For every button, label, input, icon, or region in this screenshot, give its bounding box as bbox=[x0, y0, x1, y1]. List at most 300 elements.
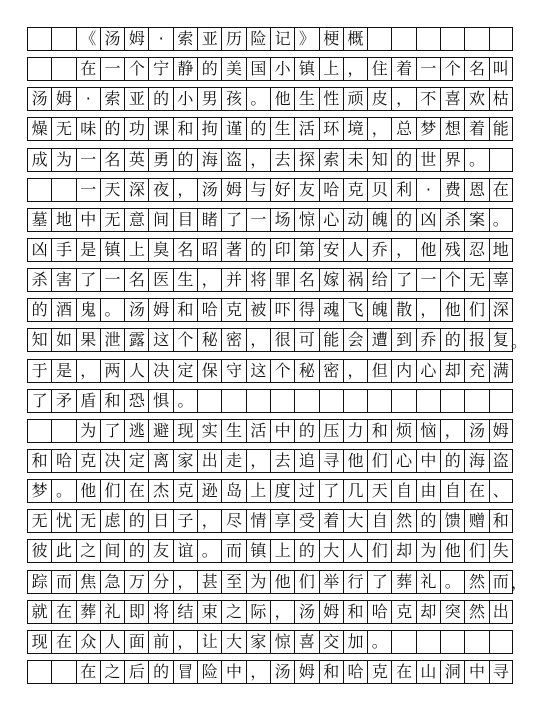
grid-cell: 两 bbox=[100, 359, 124, 383]
grid-cell: 葬 bbox=[391, 570, 415, 594]
grid-cell: 此 bbox=[51, 539, 75, 563]
grid-cell: 克 bbox=[367, 660, 391, 684]
grid-cell: 个 bbox=[124, 57, 148, 81]
grid-cell: 残 bbox=[440, 238, 464, 262]
grid-cell: 自 bbox=[391, 479, 415, 503]
grid-cell bbox=[27, 57, 51, 81]
grid-cell: 。 bbox=[246, 87, 270, 111]
grid-cell: 地 bbox=[489, 238, 513, 262]
grid-cell: 山 bbox=[416, 660, 440, 684]
grid-cell: 了 bbox=[367, 570, 391, 594]
grid-cell: 了 bbox=[76, 268, 100, 292]
grid-cell: 很 bbox=[270, 328, 294, 352]
grid-cell: 寻 bbox=[319, 449, 343, 473]
grid-cell: 小 bbox=[173, 87, 197, 111]
grid-cell: 的 bbox=[148, 87, 172, 111]
grid-cell: 焦 bbox=[76, 570, 100, 594]
grid-cell: 给 bbox=[367, 268, 391, 292]
grid-cell: ， bbox=[76, 359, 100, 383]
grid-cell: 泄 bbox=[100, 328, 124, 352]
grid-cell: 一 bbox=[246, 208, 270, 232]
grid-cell: 和 bbox=[100, 389, 124, 413]
grid-cell: 总 bbox=[391, 117, 415, 141]
grid-cell bbox=[464, 389, 488, 413]
grid-cell: 保 bbox=[197, 359, 221, 383]
grid-cell: 盗 bbox=[489, 449, 513, 473]
grid-cell bbox=[416, 389, 440, 413]
grid-cell: 小 bbox=[270, 57, 294, 81]
grid-cell: 受 bbox=[294, 509, 318, 533]
grid-cell: 个 bbox=[440, 57, 464, 81]
grid-cell bbox=[270, 389, 294, 413]
grid-row bbox=[27, 178, 513, 202]
grid-cell: 魂 bbox=[319, 298, 343, 322]
grid-cell bbox=[367, 389, 391, 413]
grid-cell: 寻 bbox=[489, 660, 513, 684]
grid-cell: ， bbox=[367, 117, 391, 141]
grid-cell: 将 bbox=[148, 600, 172, 624]
grid-cell: 出 bbox=[489, 600, 513, 624]
grid-cell: 出 bbox=[197, 449, 221, 473]
grid-cell: 汤 bbox=[100, 27, 124, 51]
grid-cell: 和 bbox=[343, 600, 367, 624]
grid-cell: · bbox=[76, 87, 100, 111]
grid-cell: 追 bbox=[294, 449, 318, 473]
manuscript-grid bbox=[27, 27, 513, 690]
grid-cell: 杰 bbox=[148, 479, 172, 503]
grid-cell: 国 bbox=[246, 57, 270, 81]
grid-cell: 案 bbox=[464, 208, 488, 232]
grid-cell: 着 bbox=[391, 57, 415, 81]
grid-cell: 的 bbox=[197, 57, 221, 81]
grid-cell: 汤 bbox=[197, 178, 221, 202]
grid-cell: 恼 bbox=[416, 419, 440, 443]
grid-cell: 界 bbox=[440, 148, 464, 172]
grid-cell: 这 bbox=[148, 328, 172, 352]
grid-cell: 。 bbox=[489, 208, 513, 232]
grid-cell: 在 bbox=[391, 660, 415, 684]
grid-cell: 姆 bbox=[51, 87, 75, 111]
grid-cell: 享 bbox=[270, 509, 294, 533]
grid-row bbox=[27, 208, 513, 232]
grid-cell: 定 bbox=[124, 449, 148, 473]
grid-cell: 由 bbox=[416, 479, 440, 503]
grid-cell: 的 bbox=[294, 419, 318, 443]
grid-cell: 名 bbox=[294, 268, 318, 292]
grid-cell: 汤 bbox=[464, 419, 488, 443]
grid-cell: 梦 bbox=[27, 479, 51, 503]
grid-cell bbox=[51, 419, 75, 443]
grid-cell: 走 bbox=[221, 449, 245, 473]
grid-cell: 名 bbox=[124, 268, 148, 292]
grid-cell: 之 bbox=[100, 660, 124, 684]
grid-cell: 烦 bbox=[391, 419, 415, 443]
grid-cell: 第 bbox=[294, 238, 318, 262]
grid-cell: 他 bbox=[343, 449, 367, 473]
grid-cell: 索 bbox=[173, 27, 197, 51]
grid-cell bbox=[27, 660, 51, 684]
grid-cell: 功 bbox=[124, 117, 148, 141]
grid-cell: 大 bbox=[319, 539, 343, 563]
grid-cell: ， bbox=[246, 449, 270, 473]
grid-cell: 他 bbox=[270, 570, 294, 594]
grid-cell: 无 bbox=[76, 509, 100, 533]
grid-cell: 们 bbox=[464, 298, 488, 322]
grid-cell: 了 bbox=[100, 419, 124, 443]
grid-cell: 姆 bbox=[294, 660, 318, 684]
grid-cell: 辜 bbox=[489, 268, 513, 292]
grid-cell: 的 bbox=[148, 660, 172, 684]
grid-cell: 密 bbox=[221, 328, 245, 352]
grid-cell: 友 bbox=[148, 539, 172, 563]
grid-cell: 嫁 bbox=[319, 268, 343, 292]
grid-cell: 岛 bbox=[221, 479, 245, 503]
grid-cell bbox=[391, 27, 415, 51]
grid-cell: 为 bbox=[76, 419, 100, 443]
grid-cell: 酒 bbox=[51, 298, 75, 322]
grid-cell bbox=[197, 389, 221, 413]
grid-cell: 哈 bbox=[319, 178, 343, 202]
grid-cell: 利 bbox=[391, 178, 415, 202]
grid-cell: ， bbox=[246, 148, 270, 172]
grid-cell: 险 bbox=[197, 660, 221, 684]
grid-cell: 然 bbox=[464, 570, 488, 594]
grid-cell: 海 bbox=[197, 148, 221, 172]
grid-cell bbox=[246, 389, 270, 413]
grid-cell bbox=[440, 630, 464, 654]
grid-cell: 中 bbox=[416, 449, 440, 473]
grid-cell bbox=[294, 389, 318, 413]
grid-cell: 墓 bbox=[27, 208, 51, 232]
grid-cell: 中 bbox=[464, 660, 488, 684]
grid-cell: 定 bbox=[173, 359, 197, 383]
grid-cell: ， bbox=[343, 57, 367, 81]
grid-cell: 在 bbox=[124, 479, 148, 503]
grid-cell bbox=[440, 389, 464, 413]
grid-cell: 就 bbox=[27, 600, 51, 624]
grid-cell bbox=[391, 630, 415, 654]
grid-cell: 美 bbox=[221, 57, 245, 81]
grid-cell: 他 bbox=[76, 479, 100, 503]
grid-cell: 过 bbox=[294, 479, 318, 503]
grid-cell: 中 bbox=[270, 419, 294, 443]
grid-cell: 礼 bbox=[416, 570, 440, 594]
grid-cell: 、 bbox=[489, 479, 513, 503]
grid-cell: 虑 bbox=[100, 509, 124, 533]
grid-cell: 得 bbox=[294, 298, 318, 322]
grid-cell: 静 bbox=[173, 57, 197, 81]
grid-cell: 可 bbox=[294, 328, 318, 352]
grid-row bbox=[27, 539, 513, 563]
grid-cell bbox=[367, 27, 391, 51]
grid-cell: 心 bbox=[319, 208, 343, 232]
grid-cell: 实 bbox=[197, 419, 221, 443]
grid-row bbox=[27, 600, 513, 624]
grid-cell: 是 bbox=[51, 359, 75, 383]
grid-cell: 汤 bbox=[294, 600, 318, 624]
grid-cell: 踪 bbox=[27, 570, 51, 594]
grid-row bbox=[27, 238, 513, 262]
grid-cell: 散 bbox=[391, 298, 415, 322]
grid-row bbox=[27, 298, 513, 322]
grid-cell: 的 bbox=[173, 148, 197, 172]
grid-cell: 勇 bbox=[148, 148, 172, 172]
grid-cell: 们 bbox=[294, 570, 318, 594]
grid-cell: 了 bbox=[391, 268, 415, 292]
grid-cell: 男 bbox=[197, 87, 221, 111]
grid-cell: 他 bbox=[270, 87, 294, 111]
grid-cell: 不 bbox=[416, 87, 440, 111]
grid-cell: 盾 bbox=[76, 389, 100, 413]
grid-cell: 自 bbox=[367, 509, 391, 533]
grid-cell: 冒 bbox=[173, 660, 197, 684]
grid-cell: 是 bbox=[76, 238, 100, 262]
grid-cell: 世 bbox=[416, 148, 440, 172]
grid-cell: 去 bbox=[270, 148, 294, 172]
grid-cell: 他 bbox=[416, 238, 440, 262]
grid-cell: 昭 bbox=[197, 238, 221, 262]
grid-cell: 家 bbox=[246, 630, 270, 654]
grid-cell: 避 bbox=[148, 419, 172, 443]
grid-cell: 然 bbox=[391, 509, 415, 533]
title-row bbox=[27, 27, 513, 51]
grid-cell: 魄 bbox=[367, 208, 391, 232]
grid-cell: 馈 bbox=[440, 509, 464, 533]
grid-cell: 印 bbox=[270, 238, 294, 262]
grid-cell: 现 bbox=[27, 630, 51, 654]
grid-cell: 拘 bbox=[197, 117, 221, 141]
grid-cell: 活 bbox=[246, 419, 270, 443]
grid-cell: 前 bbox=[148, 630, 172, 654]
grid-cell: 万 bbox=[124, 570, 148, 594]
grid-cell: 名 bbox=[464, 57, 488, 81]
grid-cell: 飞 bbox=[343, 298, 367, 322]
grid-cell: 一 bbox=[100, 57, 124, 81]
grid-cell bbox=[464, 630, 488, 654]
grid-cell: ， bbox=[391, 87, 415, 111]
grid-cell: ， bbox=[173, 178, 197, 202]
grid-cell: 们 bbox=[367, 539, 391, 563]
grid-cell: 逃 bbox=[124, 419, 148, 443]
grid-cell bbox=[416, 27, 440, 51]
grid-cell: 臭 bbox=[148, 238, 172, 262]
grid-cell: 哈 bbox=[343, 660, 367, 684]
grid-cell: 友 bbox=[294, 178, 318, 202]
grid-cell: 们 bbox=[367, 449, 391, 473]
grid-cell: 生 bbox=[294, 87, 318, 111]
grid-cell: 和 bbox=[367, 419, 391, 443]
grid-cell bbox=[489, 389, 513, 413]
grid-cell: 哈 bbox=[197, 298, 221, 322]
grid-cell: 间 bbox=[100, 539, 124, 563]
grid-cell: 谨 bbox=[221, 117, 245, 141]
grid-cell: 环 bbox=[319, 117, 343, 141]
grid-cell: 去 bbox=[270, 449, 294, 473]
grid-cell: 上 bbox=[319, 57, 343, 81]
grid-cell: 深 bbox=[489, 298, 513, 322]
grid-cell: · bbox=[416, 178, 440, 202]
grid-cell: 恐 bbox=[124, 389, 148, 413]
grid-cell: 克 bbox=[173, 479, 197, 503]
grid-cell: 概 bbox=[343, 27, 367, 51]
grid-cell: 到 bbox=[391, 328, 415, 352]
grid-cell bbox=[343, 389, 367, 413]
grid-cell: 洞 bbox=[440, 660, 464, 684]
grid-cell bbox=[440, 27, 464, 51]
grid-row bbox=[27, 660, 513, 684]
grid-cell: 现 bbox=[173, 419, 197, 443]
grid-cell: 梗 bbox=[319, 27, 343, 51]
grid-cell: 突 bbox=[440, 600, 464, 624]
grid-cell: 自 bbox=[440, 479, 464, 503]
grid-cell: 境 bbox=[343, 117, 367, 141]
grid-cell: 成 bbox=[27, 148, 51, 172]
grid-cell: 着 bbox=[319, 509, 343, 533]
grid-cell bbox=[489, 27, 513, 51]
grid-cell: 并 bbox=[221, 268, 245, 292]
grid-cell: 的 bbox=[440, 328, 464, 352]
grid-cell: 喜 bbox=[294, 630, 318, 654]
grid-cell bbox=[489, 148, 513, 172]
grid-cell: 手 bbox=[51, 238, 75, 262]
grid-cell: 好 bbox=[270, 178, 294, 202]
grid-cell: 为 bbox=[416, 539, 440, 563]
grid-cell: 为 bbox=[51, 148, 75, 172]
grid-cell: 。 bbox=[100, 298, 124, 322]
grid-cell: 中 bbox=[76, 208, 100, 232]
grid-cell: 秘 bbox=[294, 359, 318, 383]
grid-row bbox=[27, 419, 513, 443]
grid-cell: 记 bbox=[270, 27, 294, 51]
grid-cell: 住 bbox=[367, 57, 391, 81]
grid-cell: 历 bbox=[221, 27, 245, 51]
grid-cell: 场 bbox=[270, 208, 294, 232]
grid-cell: 生 bbox=[173, 268, 197, 292]
grid-cell: 在 bbox=[489, 178, 513, 202]
grid-cell: 费 bbox=[440, 178, 464, 202]
grid-cell: 。 bbox=[464, 148, 488, 172]
grid-cell: 们 bbox=[100, 479, 124, 503]
grid-cell: 满 bbox=[489, 359, 513, 383]
grid-cell: 个 bbox=[173, 328, 197, 352]
grid-cell: 探 bbox=[294, 148, 318, 172]
grid-cell: 海 bbox=[464, 449, 488, 473]
grid-cell: 个 bbox=[270, 359, 294, 383]
grid-row bbox=[27, 479, 513, 503]
grid-cell: 谊 bbox=[173, 539, 197, 563]
grid-cell: 之 bbox=[221, 600, 245, 624]
grid-cell: 和 bbox=[173, 298, 197, 322]
grid-cell: 著 bbox=[221, 238, 245, 262]
grid-cell: 活 bbox=[294, 117, 318, 141]
grid-cell: 中 bbox=[221, 660, 245, 684]
grid-cell: 际 bbox=[246, 600, 270, 624]
grid-cell: 鬼 bbox=[76, 298, 100, 322]
grid-cell: 《 bbox=[76, 27, 100, 51]
grid-cell: 目 bbox=[173, 208, 197, 232]
grid-cell: 能 bbox=[489, 117, 513, 141]
grid-cell: 杀 bbox=[440, 208, 464, 232]
grid-cell: 的 bbox=[294, 539, 318, 563]
grid-cell: 压 bbox=[319, 419, 343, 443]
grid-cell: 于 bbox=[27, 359, 51, 383]
grid-cell: 面 bbox=[124, 630, 148, 654]
grid-cell: 情 bbox=[246, 509, 270, 533]
grid-cell: 的 bbox=[391, 208, 415, 232]
grid-cell: 宁 bbox=[148, 57, 172, 81]
grid-cell: 决 bbox=[148, 359, 172, 383]
grid-cell: 与 bbox=[246, 178, 270, 202]
grid-cell: ， bbox=[391, 238, 415, 262]
grid-cell: 凶 bbox=[416, 208, 440, 232]
grid-cell bbox=[51, 27, 75, 51]
grid-cell: 汤 bbox=[124, 298, 148, 322]
grid-cell: 上 bbox=[124, 238, 148, 262]
grid-cell: 个 bbox=[440, 268, 464, 292]
grid-cell: 赠 bbox=[464, 509, 488, 533]
grid-cell: 。 bbox=[197, 539, 221, 563]
grid-cell: 名 bbox=[100, 148, 124, 172]
grid-cell: 克 bbox=[76, 449, 100, 473]
grid-cell: 杀 bbox=[27, 268, 51, 292]
grid-cell: 的 bbox=[100, 117, 124, 141]
grid-cell: 然 bbox=[464, 600, 488, 624]
grid-cell: 的 bbox=[246, 117, 270, 141]
grid-cell: 恩 bbox=[464, 178, 488, 202]
grid-cell: 》 bbox=[294, 27, 318, 51]
grid-row bbox=[27, 449, 513, 473]
grid-cell: ， bbox=[197, 509, 221, 533]
grid-cell: 家 bbox=[173, 449, 197, 473]
grid-cell: 人 bbox=[343, 539, 367, 563]
grid-cell: 子 bbox=[173, 509, 197, 533]
grid-cell: 而 bbox=[221, 539, 245, 563]
grid-cell: 罪 bbox=[270, 268, 294, 292]
grid-cell: 哈 bbox=[367, 600, 391, 624]
grid-cell: 忧 bbox=[51, 509, 75, 533]
grid-cell: 葬 bbox=[76, 600, 100, 624]
grid-cell bbox=[416, 630, 440, 654]
grid-cell: 在 bbox=[76, 660, 100, 684]
grid-cell: 的 bbox=[416, 509, 440, 533]
grid-row bbox=[27, 509, 513, 533]
grid-row bbox=[27, 630, 513, 654]
grid-cell: 天 bbox=[100, 178, 124, 202]
grid-cell: 祸 bbox=[343, 268, 367, 292]
grid-cell: 的 bbox=[27, 298, 51, 322]
grid-cell: 几 bbox=[343, 479, 367, 503]
grid-cell: 凶 bbox=[27, 238, 51, 262]
grid-cell: 深 bbox=[124, 178, 148, 202]
grid-cell: 喜 bbox=[440, 87, 464, 111]
grid-cell: 在 bbox=[51, 600, 75, 624]
grid-cell: 枯 bbox=[489, 87, 513, 111]
grid-cell: · bbox=[148, 27, 172, 51]
grid-cell: 却 bbox=[440, 359, 464, 383]
grid-cell: 离 bbox=[148, 449, 172, 473]
grid-cell: 克 bbox=[221, 298, 245, 322]
grid-cell: 险 bbox=[246, 27, 270, 51]
grid-cell: 密 bbox=[319, 359, 343, 383]
grid-cell: 急 bbox=[100, 570, 124, 594]
grid-cell: 。 bbox=[367, 630, 391, 654]
grid-cell: 课 bbox=[148, 117, 172, 141]
grid-cell: 汤 bbox=[27, 87, 51, 111]
grid-cell: 孩 bbox=[221, 87, 245, 111]
grid-cell bbox=[221, 389, 245, 413]
grid-cell: 无 bbox=[100, 208, 124, 232]
grid-cell: 在 bbox=[464, 479, 488, 503]
